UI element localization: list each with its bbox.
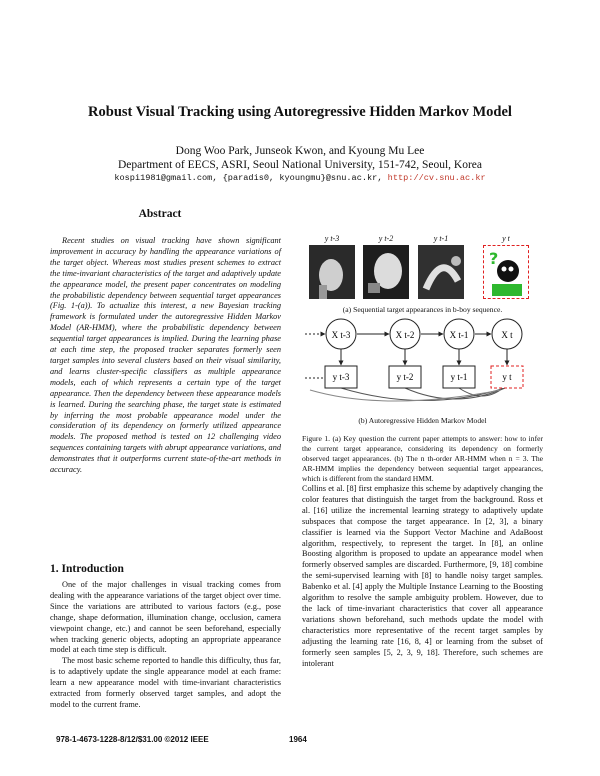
question-mascot-icon [484,246,528,298]
obs-label-t2: y t-2 [396,372,414,382]
introduction-heading: 1. Introduction [50,563,124,575]
emails: kospi1981@gmail.com, {paradis0, kyoungmu}@snu.ac.kr, [114,173,383,183]
frame-image-t3 [309,245,355,299]
frame-label-t1: y t-1 [433,234,449,243]
frame-label-t: y t [502,234,510,243]
abstract-heading: Abstract [138,208,182,220]
figure-caption: Figure 1. (a) Key question the current paper attempts to answer: how to infer the current target appearance, considering its dependency on formerly observed target appearances. (b) The n th-order AR-HMM when n = 3. The AR-HMM implies the dependency between sequential target appearances, which is different from the standard HMM. [302,434,543,483]
ar-hmm-diagram [305,318,543,413]
frame-label-t3: y t-3 [324,234,340,243]
hidden-label-t: X t [501,330,513,340]
subfigure-a-caption: (a) Sequential target appearances in b-boy sequence. [342,305,503,314]
intro-paragraph-2: The most basic scheme reported to handle this difficulty, thus far, is to adaptively update the single appearance model at each frame: learn a new appearance model with time-invariant characteristics extracted from formerly observed target samples, and adopt the model to the current frame. [50,656,281,709]
frame-image-t2 [363,245,409,299]
paper-title: Robust Visual Tracking using Autoregressive Hidden Markov Model [88,104,512,120]
footer-isbn: 978-1-4673-1228-8/12/$31.00 ©2012 IEEE [56,735,209,744]
hidden-label-t3: X t-3 [331,330,351,340]
subfigure-b-caption: (b) Autoregressive Hidden Markov Model [358,416,487,425]
email-line [0,173,600,183]
obs-label-t3: y t-3 [332,372,350,382]
page-number: 1964 [289,735,307,744]
obs-label-t1: y t-1 [450,372,468,382]
svg-text:?: ? [489,249,499,268]
author-list: Dong Woo Park, Junseok Kwon, and Kyoung Mu Lee [175,145,425,157]
introduction-body [50,580,281,711]
hidden-label-t1: X t-1 [449,330,469,340]
right-column-body: Collins et al. [8] first emphasize this scheme by adaptively changing the color features that distinguish the target from the background. Ross et al. [16] utilize the incremental learning strategy to adaptively update subspaces that compose the target appearance. In [2, 3], a binary classifier is learned via the Support Vector Machine and AdaBoost algorithm, respectively, to represent the target. In [8], an online Boosting algorithm is proposed to update an appearance model when formerly observed samples are discarded. Furthermore, [9, 18] combine the semi-supervised learning with [8] to handle noisy target samples. Babenko et al. [4] apply the Multiple Instance Learning to the Boosting algorithm to resolve the sample ambiguity problem. However, due to the lack of time-invariant characteristics that cover all appearance variations shown beforehand, such methods update the model with characteristics more representative of the recent target samples by adjusting the learning rate [16, 8, 4] or learning from the subset of formerly seen samples [5, 2, 3, 9, 18]. Therefore, such schemes are intolerant [302,484,543,668]
frame-unknown-t [483,245,529,299]
homepage-link[interactable]: http://cv.snu.ac.kr [387,173,486,183]
obs-label-t: y t [502,372,512,382]
frame-label-t2: y t-2 [378,234,394,243]
intro-paragraph-1: One of the major challenges in visual tracking comes from dealing with the appearance variations of the target object over time. Since the variations are attributed to various factors (e.g., pose change, shape deformation, illumination change, occlusion, camera viewpoint change, etc.) and cannot be seen beforehand, especially when tracking generic objects, adopting an appropriate appearance model at each time step is difficult. [50,580,281,655]
abstract-body: Recent studies on visual tracking have shown significant improvement in accuracy by handling the appearance variations of the target object. Whereas most studies present schemes to extract the time-invariant characteristics of the target and adaptively update the appearance model, the present paper concentrates on modeling the probabilistic dependency between sequential target appearances (Fig. 1-(a)). To actualize this interest, a new Bayesian tracking framework is formulated under the autoregressive Hidden Markov Model (AR-HMM), where the probabilistic dependency between sequential target appearances is implied. During the learning phase at each time step, the proposed tracker separates formerly seen target samples into several clusters based on their visual similarity, and learns cluster-specific classifiers as multiple appearance models, each of which represents a certain type of the target appearance. Then the dependency between these appearance models is learned. During the searching phase, the target state is estimated by inferring the most probable appearance model under the consideration of its dependency on formerly utilized appearance models. The proposed method is tested on 12 challenging video sequences containing targets with abrupt appearance variations, and demonstrates that it outperforms current state-of-the-art methods in accuracy. [50,236,281,475]
frame-image-t1 [418,245,464,299]
hidden-label-t2: X t-2 [395,330,415,340]
affiliation: Department of EECS, ASRI, Seoul National University, 151-742, Seoul, Korea [117,159,482,171]
